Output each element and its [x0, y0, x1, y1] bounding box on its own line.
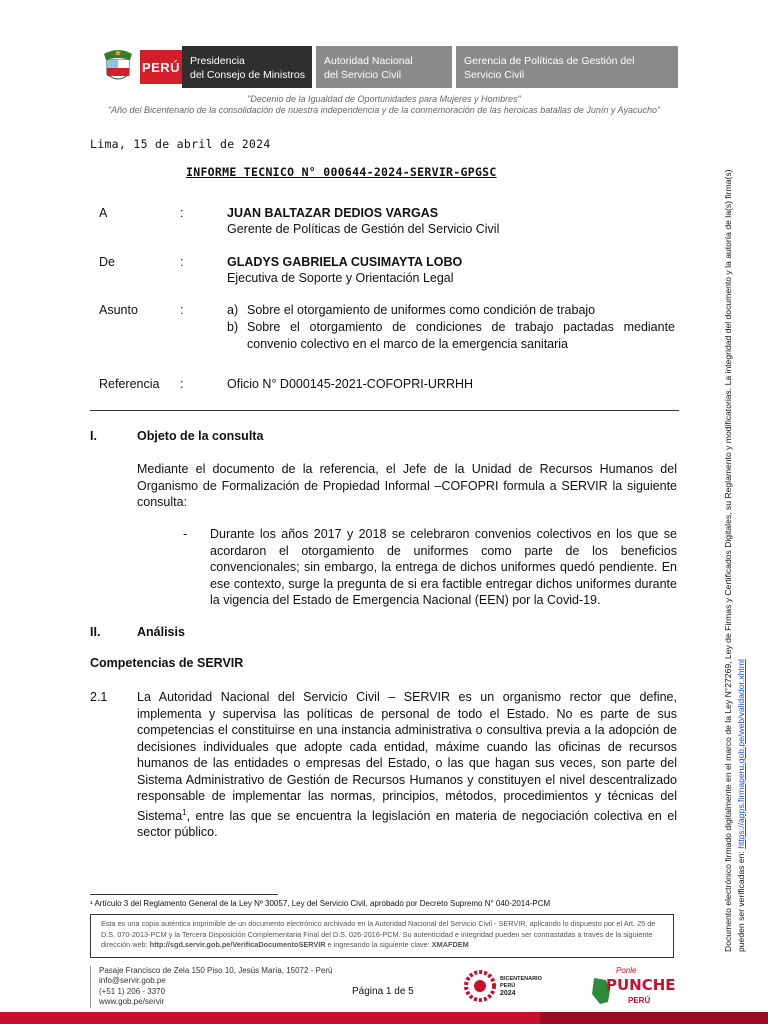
paragraph-2-1-number: 2.1: [90, 690, 108, 704]
verification-box: [90, 914, 674, 958]
bullet-dash: -: [183, 527, 188, 541]
section-1-title: Objeto de la consulta: [137, 429, 264, 443]
address-block: [90, 966, 349, 1008]
section-2-number: II.: [90, 625, 101, 639]
website-line[interactable]: www.gob.pe/servir: [99, 997, 165, 1007]
header-box-gerencia-line2: Servicio Civil: [464, 69, 525, 81]
coat-of-arms-icon: [98, 48, 138, 86]
asunto-item-a-text: Sobre el otorgamiento de uniformes como condición de trabajo: [247, 303, 596, 317]
digital-signature-notice: [716, 140, 768, 970]
verification-text-2: e ingresando la siguiente clave:: [325, 940, 432, 949]
section-2-title: Análisis: [137, 625, 185, 639]
asunto-label: Asunto: [99, 303, 138, 317]
page-number: Página 1 de 5: [352, 986, 414, 997]
section-1-paragraph: Mediante el documento de la referencia, el Jefe de la Unidad de Recursos Humanos del Organismo de Formalización de Propiedad Informal –COFOPRI formula a SERVIR la siguiente consulta:: [137, 462, 677, 509]
validator-link[interactable]: https://apps.firmaperu.gob.pe/web/validador.xhtml: [736, 659, 746, 849]
referencia-value: Oficio N° D000145-2021-COFOPRI-URRHH: [227, 377, 474, 391]
punche-text-1: Ponle: [616, 966, 637, 975]
verification-key: XMAFDEM: [431, 940, 469, 949]
anio-text: "Año del Bicentenario de la consolidación de nuestra independencia y de la conmemoración de las heroicas batallas de Junín y Ayacucho": [107, 105, 661, 115]
document-date: Lima, 15 de abril de 2024: [90, 137, 271, 151]
bicentenario-emblem-icon: [462, 968, 498, 1004]
referencia-colon: :: [180, 377, 184, 391]
header-box-gerencia: [456, 46, 678, 88]
subsection-title: Competencias de SERVIR: [90, 656, 244, 670]
asunto-colon: :: [180, 303, 184, 317]
footnote-ref[interactable]: 1: [182, 807, 187, 817]
document-title: INFORME TECNICO N° 000644-2024-SERVIR-GPGSC: [186, 165, 497, 179]
header: [90, 46, 678, 88]
a-name: JUAN BALTAZAR DEDIOS VARGAS: [227, 206, 439, 220]
footnote: ¹ Artículo 3 del Reglamento General de la Ley Nº 30057, Ley del Servicio Civil, aprobado por Decreto Supremo N° 040-2014-PCM: [90, 899, 551, 908]
header-divider: [90, 410, 679, 411]
bicentenario-country: PERÚ: [500, 983, 516, 989]
paragraph-2-1-text-b: , entre las que se encuentra la legislación en materia de negociación colectiva en el sector público.: [137, 808, 677, 840]
bicentenario-year: 2024: [500, 990, 516, 997]
footer-red-bar-accent: [540, 1012, 768, 1024]
verification-url[interactable]: http://sgd.servir.gob.pe/VerificaDocumentoSERVIR: [149, 940, 326, 949]
section-1-bullet: Durante los años 2017 y 2018 se celebraron convenios colectivos en los que se acordaron el otorgamiento de uniformes como parte de los beneficios convencionales; sin embargo, la entrega de dichos uniformes quedó pendiente. En ese contexto, surge la pregunta de si era factible entregar dichos uniformes durante la vigencia del Estado de Emergencia Nacional (EEN) por la Covid-19.: [210, 527, 677, 607]
a-colon: :: [180, 206, 184, 220]
header-box-pcm: [182, 46, 312, 88]
de-label: De: [99, 255, 115, 269]
punche-text-3: PERÚ: [628, 996, 651, 1005]
email-line[interactable]: info@servir.gob.pe: [99, 976, 166, 986]
punche-text-2: PUNCHE: [606, 976, 676, 994]
paragraph-2-1: [137, 689, 677, 841]
peru-label: PERÚ: [140, 50, 182, 84]
asunto-item-b: [227, 319, 675, 352]
paragraph-2-1-text-a: La Autoridad Nacional del Servicio Civil – SERVIR es un organismo rector que define, implementa y supervisa las políticas de personal de todo el Estado. No es parte de sus competencias el constituirse en una instancia administrativa o consultiva previa a la adopción de decisiones individuales que adopte cada entidad, máxime cuando las oficinas de recursos humanos de las entidades o empresas del Estado, o las que hagan sus veces, son parte del Sistema Administrativo de Gestión de Recursos Humanos y constituyen el nivel descentralizado responsable de implementar las normas, principios, métodos, procedimientos y técnicas del Sistema: [137, 690, 677, 823]
header-box-servir-line1: Autoridad Nacional: [324, 55, 413, 67]
decenio-text: "Decenio de la Igualdad de Oportunidades para Mujeres y Hombres": [247, 94, 521, 104]
asunto-item-a-marker: a): [227, 303, 239, 317]
signature-notice-text: pueden ser verificadas en:: [736, 848, 746, 952]
signature-notice-line-2: [735, 140, 748, 952]
ponle-punche-logo: [588, 966, 676, 1010]
verification-text-1: Esta es una copia auténtica imprimible de un documento electrónico archivado en la Autoridad Nacional del Servicio Civil - SERVIR, aplicando lo dispuesto por el Art. 25 de D.S. 070-2013-PCM y la Tercera Disposición Complementaria Final del D.S. 026-2016-PCM. Su autenticidad e integridad pueden ser contrastadas a través de la siguiente dirección web:: [101, 919, 656, 949]
asunto-item-a: [227, 302, 675, 319]
bicentenario-logo: [462, 968, 542, 1004]
address-line: Pasaje Francisco de Zela 150 Piso 10, Jesús María, 15072 - Perú: [99, 966, 333, 975]
de-name: GLADYS GABRIELA CUSIMAYTA LOBO: [227, 255, 463, 269]
header-box-pcm-line2: del Consejo de Ministros: [190, 69, 305, 81]
asunto-item-b-marker: b): [227, 320, 239, 334]
phone-line: (+51 1) 206 - 3370: [99, 986, 166, 996]
header-box-servir: [316, 46, 452, 88]
asunto-item-b-text: Sobre el otorgamiento de condiciones de trabajo pactadas mediante convenio colectivo en el marco de la emergencia sanitaria: [247, 320, 675, 351]
header-box-gerencia-line1: Gerencia de Políticas de Gestión del: [464, 55, 635, 67]
a-label: A: [99, 206, 108, 220]
a-position: Gerente de Políticas de Gestión del Servicio Civil: [227, 222, 500, 236]
bicentenario-text: BICENTENARIO: [500, 976, 542, 982]
referencia-label: Referencia: [99, 377, 160, 391]
header-box-pcm-line1: Presidencia: [190, 55, 245, 67]
footnote-divider: [90, 894, 278, 895]
header-box-servir-line2: del Servicio Civil: [324, 69, 402, 81]
section-1-number: I.: [90, 429, 97, 443]
signature-notice-line-1: Documento electrónico firmado digitalmente en el marco de la Ley N°27269, Ley de Firmas y Certificados Digitales, su Reglamento y modificatorias. La integridad del documento y la autoría de la(s) firma(s): [723, 169, 733, 952]
de-position: Ejecutiva de Soporte y Orientación Legal: [227, 271, 454, 285]
de-colon: :: [180, 255, 184, 269]
